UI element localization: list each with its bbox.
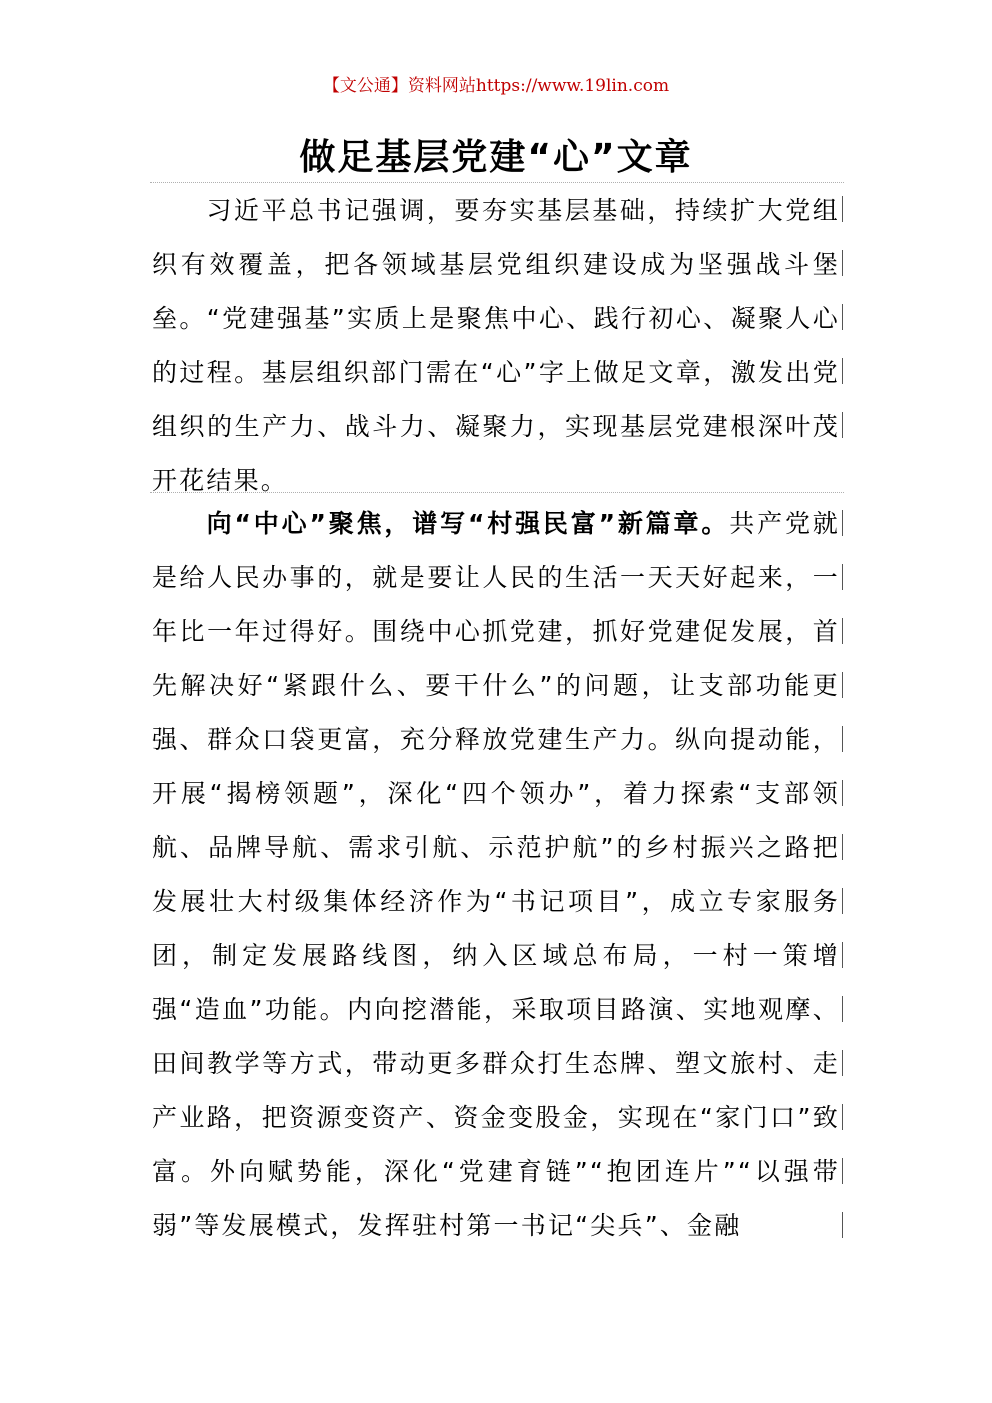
title-divider	[150, 182, 844, 183]
margin-mark	[842, 996, 843, 1022]
margin-mark	[842, 510, 843, 536]
margin-mark	[842, 564, 843, 590]
paragraph-intro-text: 习近平总书记强调，要夯实基层基础，持续扩大党组织有效覆盖，把各领域基层党组织建设成为坚强战斗堡垒。“党建强基”实质上是聚焦中心、践行初心、凝聚人心的过程。基层组织部门需在“心”字上做足文章，激发出党组织的生产力、战斗力、凝聚力，实现基层党建根深叶茂开花结果。	[152, 196, 840, 495]
margin-mark	[842, 250, 843, 276]
margin-mark	[842, 618, 843, 644]
source-header: 【文公通】资料网站https://www.19lin.com	[322, 76, 670, 96]
margin-mark	[842, 1212, 843, 1238]
margin-mark	[842, 1050, 843, 1076]
document-title: 做足基层党建“心”文章	[299, 137, 693, 178]
margin-mark	[842, 834, 843, 860]
margin-mark	[842, 726, 843, 752]
margin-mark	[842, 304, 843, 330]
paragraph-lead-heading: 向“中心”聚焦，谱写“村强民富”新篇章。	[206, 509, 730, 538]
margin-mark	[842, 1104, 843, 1130]
margin-mark	[842, 942, 843, 968]
section-divider	[150, 492, 844, 493]
margin-mark	[842, 358, 843, 384]
paragraph-intro	[152, 184, 840, 508]
margin-mark	[842, 412, 843, 438]
margin-mark	[842, 672, 843, 698]
margin-mark	[842, 196, 843, 222]
margin-mark	[842, 780, 843, 806]
paragraph-section-1-text: 共产党就是给人民办事的，就是要让人民的生活一天天好起来，一年比一年过得好。围绕中心抓党建，抓好党建促发展，首先解决好“紧跟什么、要干什么”的问题，让支部功能更强、群众口袋更富，充分释放党建生产力。纵向提动能，开展“揭榜领题”，深化“四个领办”，着力探索“支部领航、品牌导航、需求引航、示范护航”的乡村振兴之路把发展壮大村级集体经济作为“书记项目”，成立专家服务团，制定发展路线图，纳入区域总布局，一村一策增强“造血”功能。内向挖潜能，采取项目路演、实地观摩、田间教学等方式，带动更多群众打生态牌、塑文旅村、走产业路，把资源变资产、资金变股金，实现在“家门口”致富。外向赋势能，深化“党建育链”“抱团连片”“以强带弱”等发展模式，发挥驻村第一书记“尖兵”、金融	[152, 509, 840, 1240]
paragraph-section-1	[152, 497, 840, 1253]
margin-mark	[842, 888, 843, 914]
margin-mark	[842, 1158, 843, 1184]
